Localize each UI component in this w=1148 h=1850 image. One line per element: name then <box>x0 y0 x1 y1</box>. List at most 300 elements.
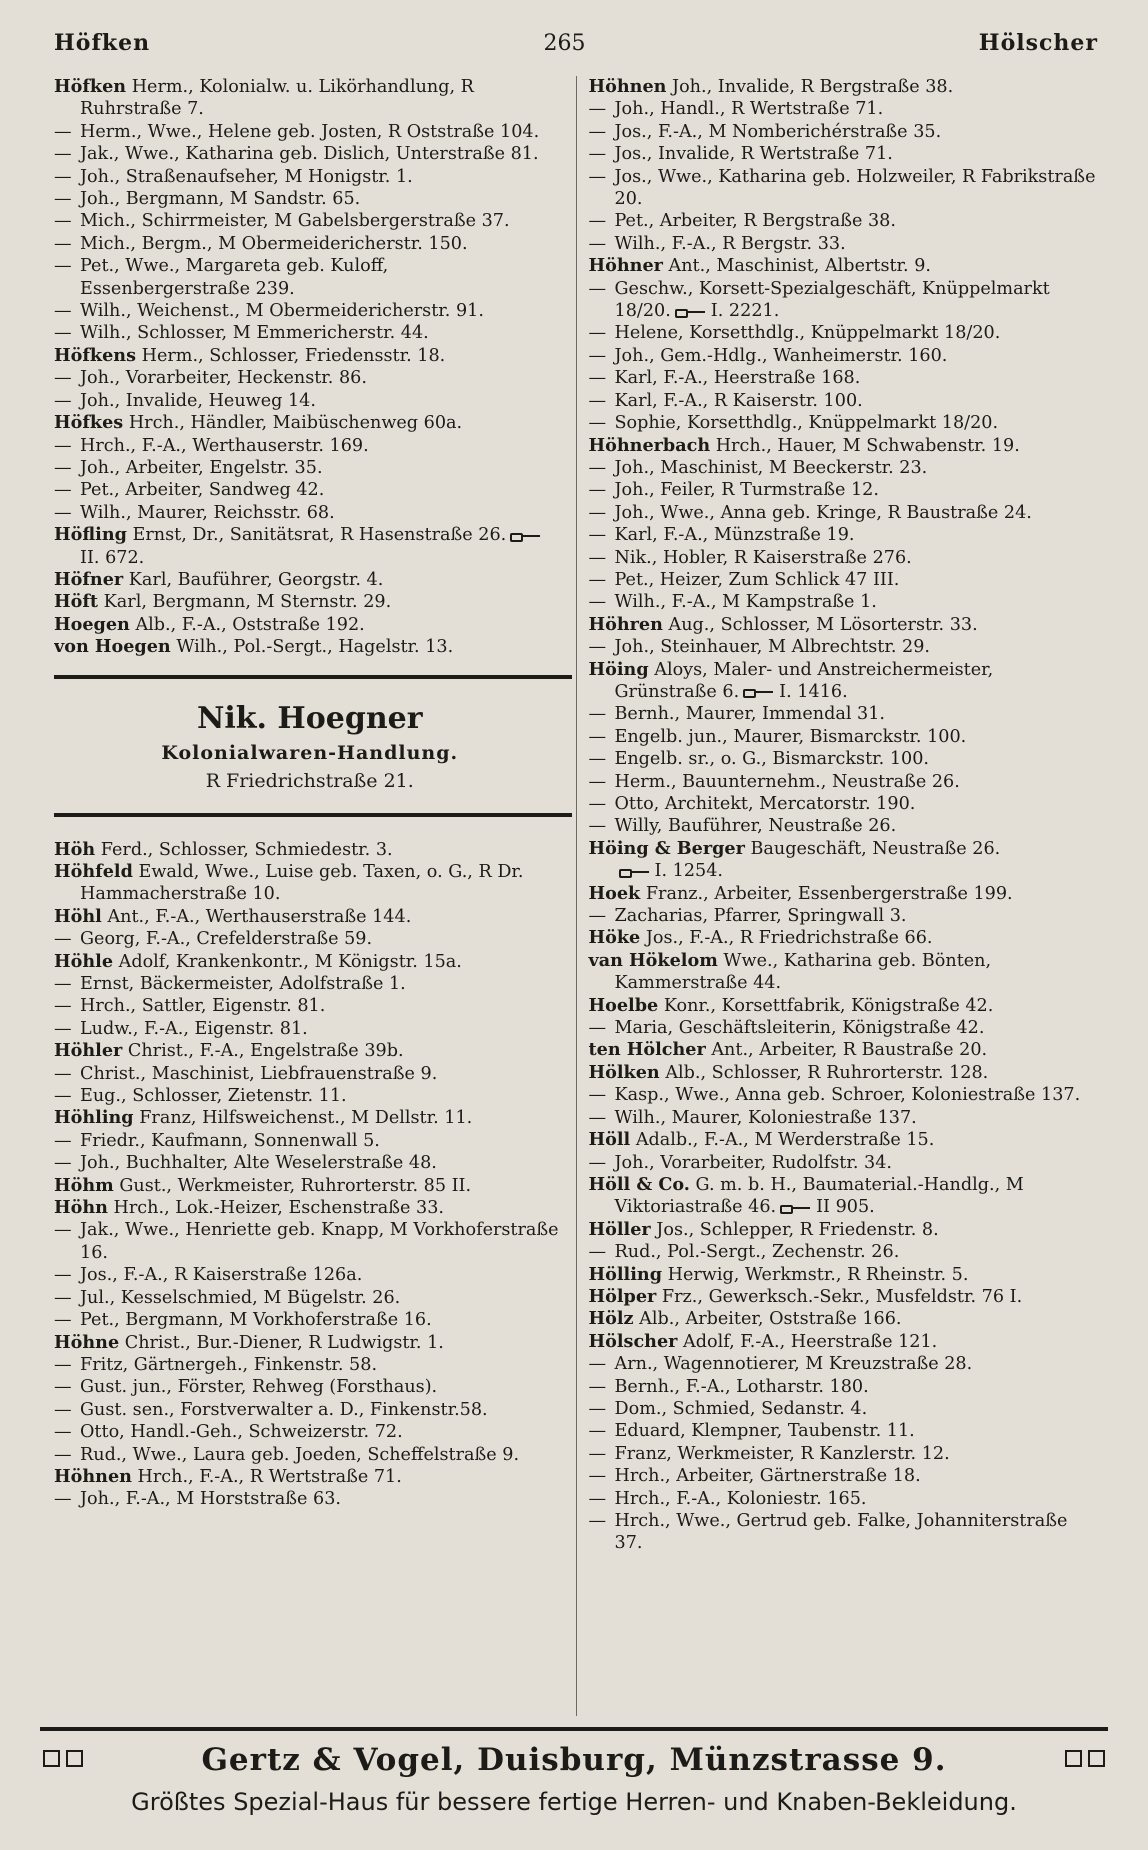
telephone-icon <box>780 1203 810 1212</box>
directory-entry <box>589 793 1099 815</box>
entry-text: Herm., Schlosser, Friedensstr. 18. <box>141 345 446 366</box>
repeat-dash: — <box>54 301 72 322</box>
repeat-dash: — <box>54 166 72 187</box>
directory-entry <box>54 121 564 143</box>
repeat-dash: — <box>588 637 607 658</box>
directory-entry <box>589 950 1099 995</box>
entry-surname: Hölken <box>588 1061 660 1083</box>
directory-entry <box>589 569 1099 591</box>
entry-surname: Höll & Co. <box>588 1173 690 1195</box>
directory-entry <box>54 951 564 973</box>
entry-text: Konr., Korsettfabrik, Königstraße 42. <box>663 995 994 1016</box>
repeat-dash: — <box>588 413 607 434</box>
repeat-dash: — <box>588 1398 607 1419</box>
repeat-dash: — <box>588 233 607 254</box>
entry-text: Hrch., Sattler, Eigenstr. 81. <box>80 996 326 1017</box>
entry-text: Joh., Maschinist, M Beeckerstr. 23. <box>614 457 928 478</box>
directory-entry <box>589 166 1099 211</box>
directory-entry <box>54 479 564 501</box>
entry-text: Joh., Invalide, R Bergstraße 38. <box>672 77 954 97</box>
directory-entry <box>54 995 564 1017</box>
entry-text: Karl, F.-A., Münzstraße 19. <box>614 525 855 546</box>
entry-text: Hrch., Händler, Maibüschenweg 60a. <box>128 413 463 434</box>
entry-surname: Hoek <box>588 882 641 904</box>
entry-surname: Höfken <box>54 76 127 97</box>
entry-surname: Höfner <box>54 568 124 590</box>
repeat-dash: — <box>54 1130 72 1151</box>
directory-entry <box>54 1488 564 1510</box>
repeat-dash: — <box>588 99 607 120</box>
entry-text: Ferd., Schlosser, Schmiedestr. 3. <box>100 839 393 860</box>
directory-entry <box>589 1174 1099 1219</box>
repeat-dash: — <box>588 771 607 792</box>
repeat-dash: — <box>54 1310 72 1331</box>
entry-text: Ant., Maschinist, Albertstr. 9. <box>668 256 932 277</box>
directory-entry <box>54 1040 564 1062</box>
entry-text: Rud., Pol.-Sergt., Zechenstr. 26. <box>614 1242 900 1263</box>
repeat-dash: — <box>588 121 607 142</box>
entry-text: Hrch., F.-A., R Wertstraße 71. <box>137 1466 402 1487</box>
directory-entry <box>589 547 1099 569</box>
directory-entry <box>589 838 1099 883</box>
entry-surname: Höing <box>588 658 649 680</box>
entry-text: Franz, Hilfsweichenst., M Dellstr. 11. <box>139 1108 473 1129</box>
repeat-dash: — <box>54 256 72 277</box>
repeat-dash: — <box>588 1085 607 1106</box>
entry-surname: Höhnen <box>54 1465 132 1487</box>
entry-text: Pet., Heizer, Zum Schlick 47 III. <box>614 569 900 590</box>
directory-entry <box>54 367 564 389</box>
repeat-dash: — <box>588 816 607 837</box>
directory-entry <box>589 1286 1099 1308</box>
entry-surname: Hölling <box>588 1263 663 1285</box>
directory-entry <box>589 1398 1099 1420</box>
repeat-dash: — <box>588 1242 607 1263</box>
repeat-dash: — <box>588 1488 607 1509</box>
directory-entry <box>589 1308 1099 1330</box>
repeat-dash: — <box>54 1018 72 1039</box>
directory-entry <box>54 233 564 255</box>
header-left-keyword: Höfken <box>54 30 151 56</box>
directory-entry <box>54 1421 564 1443</box>
directory-entry <box>589 1376 1099 1398</box>
entry-text: Alb., Schlosser, R Ruhrorterstr. 128. <box>665 1062 989 1083</box>
directory-entry <box>589 278 1099 323</box>
left-top-entries <box>54 76 564 659</box>
directory-entry <box>589 591 1099 613</box>
repeat-dash: — <box>54 368 72 389</box>
repeat-dash: — <box>588 547 607 568</box>
directory-entry <box>589 614 1099 636</box>
directory-entry <box>54 591 564 613</box>
entry-text: Hrch., F.-A., Koloniestr. 165. <box>614 1488 867 1509</box>
repeat-dash: — <box>588 1511 607 1531</box>
entry-text: Jul., Kesselschmied, M Bügelstr. 26. <box>80 1287 401 1308</box>
entry-text: Joh., Invalide, Heuweg 14. <box>80 390 316 411</box>
entry-surname: Höller <box>588 1218 651 1240</box>
entry-text: Joh., Feiler, R Turmstraße 12. <box>614 480 879 501</box>
entry-text: Ernst, Dr., Sanitätsrat, R Hasenstraße 26. <box>132 525 507 546</box>
repeat-dash: — <box>588 211 607 232</box>
directory-entry <box>589 883 1099 905</box>
entry-text: Gust. jun., Förster, Rehweg (Forsthaus). <box>80 1377 438 1398</box>
directory-entry <box>54 569 564 591</box>
entry-surname: Höhfeld <box>54 860 133 882</box>
directory-entry <box>589 210 1099 232</box>
directory-entry <box>589 524 1099 546</box>
entry-text: Joh., Straßenaufseher, M Honigstr. 1. <box>80 166 413 187</box>
directory-entry <box>54 636 564 658</box>
entry-text: Adalb., F.-A., M Werderstraße 15. <box>635 1130 935 1151</box>
directory-entry <box>589 1241 1099 1263</box>
footer-advertisement <box>40 1727 1108 1819</box>
directory-entry <box>589 815 1099 837</box>
entry-text: Jak., Wwe., Katharina geb. Dislich, Unterstraße 81. <box>80 144 539 165</box>
entry-text: Fritz, Gärtnergeh., Finkenstr. 58. <box>80 1354 378 1375</box>
repeat-dash: — <box>54 480 72 501</box>
entry-surname: Höhren <box>588 613 663 635</box>
repeat-dash: — <box>588 1354 607 1375</box>
directory-entry <box>589 479 1099 501</box>
repeat-dash: — <box>54 435 72 456</box>
entry-text: G. m. b. H., Baumaterial.-Handlg., M Viktoriastraße 46. <box>614 1174 1024 1218</box>
entry-text: Herm., Wwe., Helene geb. Josten, R Oststraße 104. <box>80 121 540 142</box>
columns <box>54 76 1098 1716</box>
entry-text: Jos., Schlepper, R Friedenstr. 8. <box>656 1219 939 1240</box>
entry-text: Baugeschäft, Neustraße 26. <box>750 838 1001 859</box>
directory-entry <box>589 1107 1099 1129</box>
footer-line-1 <box>40 1731 1108 1781</box>
directory-entry <box>589 995 1099 1017</box>
directory-entry <box>589 1219 1099 1241</box>
directory-entry <box>54 1287 564 1309</box>
repeat-dash: — <box>54 189 72 210</box>
entry-surname: von Hoegen <box>54 636 171 658</box>
directory-entry <box>589 1062 1099 1084</box>
entry-text: Mich., Bergm., M Obermeidericherstr. 150. <box>80 233 468 254</box>
telephone-icon <box>675 307 705 316</box>
repeat-dash: — <box>588 390 607 411</box>
directory-entry <box>54 300 564 322</box>
entry-text: Nik., Hobler, R Kaiserstraße 276. <box>614 547 912 568</box>
repeat-dash: — <box>588 323 607 344</box>
entry-text: Dom., Schmied, Sedanstr. 4. <box>614 1398 868 1419</box>
entry-text: Ant., Arbeiter, R Baustraße 20. <box>711 1040 988 1061</box>
directory-entry <box>54 1399 564 1421</box>
directory-entry <box>54 1219 564 1264</box>
advertisement-box <box>54 675 572 817</box>
entry-text: Franz., Arbeiter, Essenbergerstraße 199. <box>645 883 1013 904</box>
telephone-number: II 905. <box>816 1197 875 1218</box>
repeat-dash: — <box>54 233 72 254</box>
repeat-dash: — <box>54 1377 72 1398</box>
directory-entry <box>589 367 1099 389</box>
directory-entry <box>54 390 564 412</box>
left-bottom-entries <box>54 839 564 1511</box>
entry-surname: Höhne <box>54 1331 120 1353</box>
directory-entry <box>54 457 564 479</box>
entry-surname: Höhn <box>54 1197 108 1219</box>
ad-subtitle: Kolonialwaren-Handlung. <box>161 741 459 764</box>
repeat-dash: — <box>54 457 72 478</box>
entry-text: Christ., Maschinist, Liebfrauenstraße 9. <box>80 1063 438 1084</box>
directory-entry <box>589 1084 1099 1106</box>
entry-text: Pet., Wwe., Margareta geb. Kuloff, Essenbergerstraße 239. <box>80 256 389 299</box>
directory-entry <box>54 1107 564 1129</box>
repeat-dash: — <box>54 1489 72 1510</box>
repeat-dash: — <box>588 906 607 927</box>
directory-entry <box>54 76 564 121</box>
repeat-dash: — <box>54 211 72 232</box>
directory-entry <box>589 1039 1099 1061</box>
entry-surname: Höfkens <box>54 344 137 366</box>
entry-text: Joh., Gem.-Hdlg., Wanheimerstr. 160. <box>614 345 948 366</box>
entry-text: Helene, Korsetthdlg., Knüppelmarkt 18/20. <box>614 323 1001 344</box>
directory-entry <box>589 1264 1099 1286</box>
repeat-dash: — <box>588 1466 607 1487</box>
repeat-dash: — <box>588 569 607 590</box>
entry-text: Pet., Bergmann, M Vorkhoferstraße 16. <box>80 1310 432 1331</box>
telephone-number: II. 672. <box>80 547 145 568</box>
entry-text: Wilh., Pol.-Sergt., Hagelstr. 13. <box>176 637 454 658</box>
directory-entry <box>589 636 1099 658</box>
directory-entry <box>589 457 1099 479</box>
square-ornament-icon <box>1062 1750 1108 1771</box>
entry-text: Jos., F.-A., R Friedrichstraße 66. <box>645 928 933 949</box>
directory-entry <box>589 1465 1099 1487</box>
directory-entry <box>54 1018 564 1040</box>
directory-entry <box>589 1443 1099 1465</box>
entry-text: Kasp., Wwe., Anna geb. Schroer, Koloniestraße 137. <box>614 1085 1081 1106</box>
directory-entry <box>589 726 1099 748</box>
repeat-dash: — <box>588 1443 607 1464</box>
directory-entry <box>54 614 564 636</box>
repeat-dash: — <box>588 278 607 299</box>
repeat-dash: — <box>54 144 72 165</box>
directory-entry <box>54 1175 564 1197</box>
repeat-dash: — <box>54 502 72 523</box>
repeat-dash: — <box>588 1421 607 1442</box>
repeat-dash: — <box>54 121 72 142</box>
entry-text: Bernh., F.-A., Lotharstr. 180. <box>614 1376 869 1397</box>
entry-text: Karl, F.-A., R Kaiserstr. 100. <box>614 390 863 411</box>
directory-entry <box>589 748 1099 770</box>
directory-entry <box>54 143 564 165</box>
telephone-icon <box>743 687 773 696</box>
entry-surname: ten Hölcher <box>588 1039 706 1061</box>
directory-entry <box>589 255 1099 277</box>
entry-surname: Höhler <box>54 1040 123 1062</box>
entry-text: Adolf, F.-A., Heerstraße 121. <box>683 1331 938 1352</box>
entry-text: Wilh., Maurer, Koloniestraße 137. <box>614 1107 917 1128</box>
entry-text: Maria, Geschäftsleiterin, Königstraße 42. <box>614 1018 985 1039</box>
repeat-dash: — <box>588 1376 607 1397</box>
repeat-dash: — <box>54 974 72 994</box>
repeat-dash: — <box>588 1018 607 1039</box>
page-header <box>54 30 1098 76</box>
entry-text: Wilh., F.-A., M Kampstraße 1. <box>614 592 877 613</box>
entry-surname: Höhl <box>54 905 102 927</box>
repeat-dash: — <box>54 323 72 344</box>
entry-text: Gust. sen., Forstverwalter a. D., Finkenstr.58. <box>80 1399 488 1420</box>
entry-text: Pet., Arbeiter, R Bergstraße 38. <box>614 211 896 232</box>
directory-entry <box>54 1466 564 1488</box>
directory-entry <box>54 524 564 569</box>
directory-entry <box>589 143 1099 165</box>
right-column <box>576 76 1099 1716</box>
repeat-dash: — <box>588 345 607 366</box>
entry-text: Hrch., F.-A., Werthauserstr. 169. <box>80 435 369 456</box>
repeat-dash: — <box>588 726 607 747</box>
telephone-icon <box>510 531 540 540</box>
repeat-dash: — <box>54 1422 72 1443</box>
directory-entry <box>54 502 564 524</box>
repeat-dash: — <box>588 166 607 187</box>
entry-text: Rud., Wwe., Laura geb. Joeden, Scheffelstraße 9. <box>80 1444 520 1465</box>
entry-text: Joh., Arbeiter, Engelstr. 35. <box>80 457 323 478</box>
directory-entry <box>54 1063 564 1085</box>
directory-entry <box>54 906 564 928</box>
entry-text: Wwe., Katharina geb. Bönten, Kammerstraße 44. <box>614 950 992 994</box>
directory-entry <box>54 322 564 344</box>
repeat-dash: — <box>54 1287 72 1308</box>
entry-text: Aloys, Maler- und Anstreichermeister, Grünstraße 6. <box>614 659 994 702</box>
entry-text: Herm., Kolonialw. u. Likörhandlung, R Ruhrstraße 7. <box>80 77 474 120</box>
entry-surname: Höhnen <box>588 76 667 97</box>
directory-entry <box>54 1376 564 1398</box>
directory-entry <box>589 435 1099 457</box>
directory-entry <box>54 861 564 906</box>
entry-text: Joh., Buchhalter, Alte Weselerstraße 48. <box>80 1153 437 1174</box>
directory-entry <box>589 1152 1099 1174</box>
directory-entry <box>589 1488 1099 1510</box>
telephone-number: I. 2221. <box>710 301 780 322</box>
entry-text: Pet., Arbeiter, Sandweg 42. <box>80 480 325 501</box>
directory-entry <box>589 322 1099 344</box>
directory-entry <box>589 1017 1099 1039</box>
entry-text: Hrch., Lok.-Heizer, Eschenstraße 33. <box>113 1198 444 1219</box>
page-number: 265 <box>543 31 586 56</box>
entry-text: Otto, Architekt, Mercatorstr. 190. <box>614 794 916 814</box>
directory-entry <box>54 188 564 210</box>
entry-text: Wilh., F.-A., R Bergstr. 33. <box>614 233 846 254</box>
directory-entry <box>589 659 1099 704</box>
repeat-dash: — <box>588 480 607 501</box>
entry-surname: van Hökelom <box>588 949 718 971</box>
directory-entry <box>54 973 564 995</box>
directory-entry <box>54 1444 564 1466</box>
entry-text: Franz, Werkmeister, R Kanzlerstr. 12. <box>614 1443 950 1464</box>
entry-text: Hrch., Wwe., Gertrud geb. Falke, Johanniterstraße 37. <box>614 1511 1068 1554</box>
directory-entry <box>589 345 1099 367</box>
entry-text: Joh., Handl., R Wertstraße 71. <box>614 99 884 120</box>
directory-entry <box>54 435 564 457</box>
directory-entry <box>54 255 564 300</box>
repeat-dash: — <box>588 592 607 613</box>
directory-entry <box>589 905 1099 927</box>
entry-surname: Höhling <box>54 1107 134 1129</box>
entry-text: Eduard, Klempner, Taubenstr. 11. <box>614 1421 915 1442</box>
entry-text: Wilh., Maurer, Reichsstr. 68. <box>80 502 335 523</box>
directory-entry <box>54 412 564 434</box>
entry-text: Eug., Schlosser, Zietenstr. 11. <box>80 1086 347 1107</box>
entry-surname: Höhle <box>54 950 114 972</box>
directory-entry <box>589 76 1099 98</box>
repeat-dash: — <box>54 1063 72 1084</box>
entry-text: Hrch., Hauer, M Schwabenstr. 19. <box>715 435 1020 456</box>
entry-text: Herm., Bauunternehm., Neustraße 26. <box>614 771 960 792</box>
right-entries <box>589 76 1099 1555</box>
directory-entry <box>589 1510 1099 1555</box>
repeat-dash: — <box>588 794 607 814</box>
directory-entry <box>589 771 1099 793</box>
directory-entry <box>589 98 1099 120</box>
entry-text: Zacharias, Pfarrer, Springwall 3. <box>614 906 907 927</box>
entry-text: Karl, Bergmann, M Sternstr. 29. <box>103 592 392 613</box>
entry-text: Jak., Wwe., Henriette geb. Knapp, M Vorkhoferstraße 16. <box>80 1220 559 1263</box>
entry-text: Frz., Gewerksch.-Sekr., Musfeldstr. 76 I. <box>661 1286 1023 1307</box>
entry-text: Joh., Vorarbeiter, Rudolfstr. 34. <box>614 1152 893 1173</box>
repeat-dash: — <box>54 390 72 411</box>
entry-text: Engelb. jun., Maurer, Bismarckstr. 100. <box>614 726 967 747</box>
entry-text: Joh., Steinhauer, M Albrechtstr. 29. <box>614 637 930 658</box>
entry-text: Jos., Wwe., Katharina geb. Holzweiler, R Fabrikstraße 20. <box>614 166 1096 210</box>
entry-text: Joh., Vorarbeiter, Heckenstr. 86. <box>80 368 367 389</box>
directory-entry <box>589 121 1099 143</box>
entry-text: Adolf, Krankenkontr., M Königstr. 15a. <box>118 951 462 972</box>
directory-entry <box>54 928 564 950</box>
repeat-dash: — <box>54 1399 72 1420</box>
repeat-dash: — <box>588 1107 607 1128</box>
entry-surname: Höhner <box>588 255 663 277</box>
directory-entry <box>589 1129 1099 1151</box>
header-right-keyword: Hölscher <box>978 30 1098 56</box>
entry-surname: Höke <box>588 927 641 949</box>
entry-text: Ant., F.-A., Werthauserstraße 144. <box>107 906 412 927</box>
directory-entry <box>54 166 564 188</box>
directory-entry <box>589 1420 1099 1442</box>
repeat-dash: — <box>588 704 607 725</box>
entry-text: Gust., Werkmeister, Ruhrorterstr. 85 II. <box>119 1175 472 1196</box>
entry-text: Alb., F.-A., Oststraße 192. <box>135 614 365 635</box>
entry-surname: Hölz <box>588 1308 634 1330</box>
entry-text: Hrch., Arbeiter, Gärtnerstraße 18. <box>614 1466 921 1487</box>
directory-entry <box>54 1264 564 1286</box>
directory-entry <box>589 233 1099 255</box>
repeat-dash: — <box>54 1220 72 1241</box>
entry-surname: Hoelbe <box>588 994 659 1016</box>
repeat-dash: — <box>588 457 607 478</box>
ad-address: R Friedrichstraße 21. <box>205 769 414 792</box>
entry-text: Otto, Handl.-Geh., Schweizerstr. 72. <box>80 1422 403 1443</box>
entry-text: Friedr., Kaufmann, Sonnenwall 5. <box>80 1130 380 1151</box>
directory-entry <box>54 1197 564 1219</box>
entry-text: Herwig, Werkmstr., R Rheinstr. 5. <box>667 1264 969 1285</box>
entry-text: Joh., Wwe., Anna geb. Kringe, R Baustraße 24. <box>614 502 1032 523</box>
entry-text: Ludw., F.-A., Eigenstr. 81. <box>80 1018 308 1039</box>
entry-text: Alb., Arbeiter, Oststraße 166. <box>639 1309 902 1330</box>
entry-text: Joh., Bergmann, M Sandstr. 65. <box>80 189 361 210</box>
entry-text: Sophie, Korsetthdlg., Knüppelmarkt 18/20. <box>614 413 999 434</box>
directory-entry <box>54 210 564 232</box>
repeat-dash: — <box>54 996 72 1017</box>
entry-text: Joh., F.-A., M Horststraße 63. <box>80 1489 342 1510</box>
entry-surname: Hölper <box>588 1285 657 1307</box>
entry-surname: Höll <box>588 1129 631 1151</box>
entry-text: Geschw., Korsett-Spezialgeschäft, Knüppelmarkt 18/20. <box>614 278 1050 322</box>
entry-text: Aug., Schlosser, M Lösorterstr. 33. <box>668 614 978 635</box>
entry-surname: Höft <box>54 591 99 613</box>
